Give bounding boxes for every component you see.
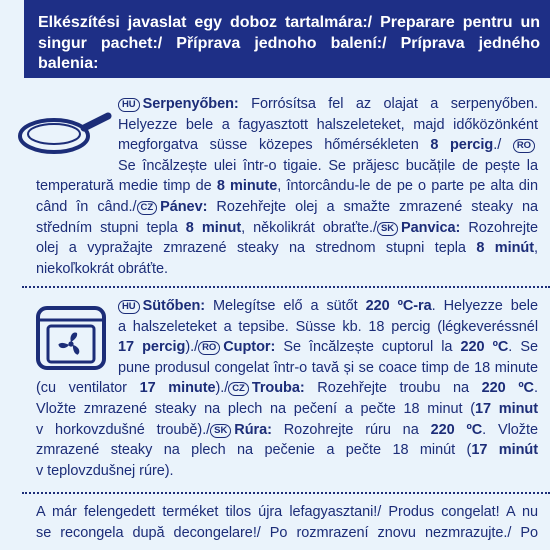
pan-instructions <box>0 94 550 279</box>
section-divider <box>22 286 550 288</box>
instruction-line: HU Sütőben: Melegítse elő a sütőt 220 ºC-ra. Helyezze bele <box>0 296 550 317</box>
header-line: Elkészítési javaslat egy doboz tartalmára:/ Preparare pentru un <box>38 14 540 31</box>
preparation-header <box>24 0 550 78</box>
instruction-line: Vložte zmrazené steaky na plech na pečení a pečte 18 minut (17 minut <box>36 400 538 417</box>
instruction-line: 17 percig)./ RO Cuptor: Se încălzește cuptorul la 220 ºC. Se <box>118 339 538 356</box>
instruction-line: Helyezze bele a fagyasztott halszeleteket, majd időközönként <box>118 116 538 133</box>
oven-instructions <box>0 296 550 481</box>
instruction-line: pune produsul congelat într-o tavă și se coace timp de 18 minute <box>118 359 538 376</box>
warning-line: se recongela după decongelare!/ Po rozmrazení znovu nezmrazujte./ Po <box>36 524 538 541</box>
instruction-line: HU Serpenyőben: Forrósítsa fel az olajat a serpenyőben. <box>0 94 550 115</box>
warning-line: A már felengedett terméket tilos újra lefagyasztani!/ Produs congelat! A nu <box>36 504 538 520</box>
instruction-line: v teplovzdušnej rúre). <box>36 462 174 479</box>
header-line: singur pachet:/ Příprava jednoho balení:/ Príprava jedného <box>38 34 540 52</box>
lang-tag-ro: RO <box>513 139 535 153</box>
instruction-line: temperatură medie timp de 8 minute, întorcându-le de pe o parte pe alta din <box>36 178 538 195</box>
instruction-line: středním stupni tepla 8 minut, několikrát obraťte./ SK Panvica: Rozohrejte <box>36 219 538 236</box>
lang-tag-hu: HU <box>118 300 140 314</box>
instruction-line: când în când./ CZ Pánev: Rozehřejte olej a smažte zmrazené steaky na <box>36 198 538 215</box>
instruction-line: (cu ventilator 17 minute)./ CZ Trouba: Rozehřejte troubu na 220 ºC. <box>36 380 538 397</box>
section-divider <box>22 492 550 494</box>
instruction-line: olej a vypražajte zmrazené steaky na strednom stupni tepla 8 minút, <box>36 240 538 257</box>
lang-tag-hu: HU <box>118 98 140 112</box>
instruction-line: megforgatva süsse közepes hőmérsékleten 8 percig./ RO <box>0 135 550 156</box>
instruction-line: niekoľkokrát obráťte. <box>36 260 168 277</box>
lang-tag-cz: CZ <box>228 382 249 396</box>
lang-tag-ro: RO <box>198 341 220 355</box>
instruction-line: Se încălzește ulei într-o tigaie. Se prăjesc bucățile de pește la <box>118 157 538 174</box>
instruction-line: zmrazené steaky na plech na pečenie a pečte 18 minút (17 minút <box>36 442 538 459</box>
refreeze-warning <box>0 502 550 543</box>
instruction-line: v horkovzdušné troubě)./ SK Rúra: Rozohrejte rúru na 220 ºC. Vložte <box>36 421 538 438</box>
instruction-line: a halszeleteket a tepsibe. Süsse kb. 18 percig (légkeveréssnél <box>118 318 538 335</box>
lang-tag-cz: CZ <box>137 201 158 215</box>
lang-tag-sk: SK <box>377 222 398 236</box>
header-line: balenia: <box>38 55 99 73</box>
lang-tag-sk: SK <box>210 424 231 438</box>
